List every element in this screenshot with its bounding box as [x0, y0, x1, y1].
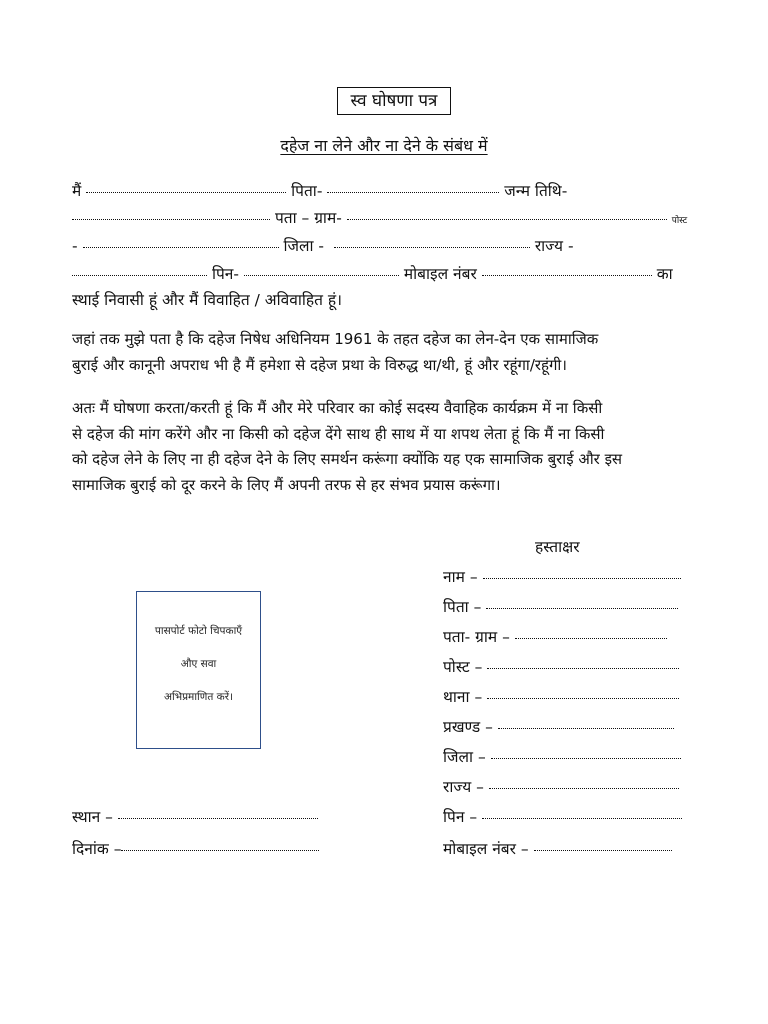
sig-address-row: [443, 624, 667, 650]
paragraph-2: [72, 396, 722, 498]
mobile-blank[interactable]: [482, 274, 652, 276]
paragraph-1-line: बुराई और कानूनी अपराध भी है मैं हमेशा से दहेज प्रथा के विरुद्ध था/थी, हूं और रहूंगा/रहूंगी।: [72, 355, 567, 374]
post-blank[interactable]: [83, 246, 279, 248]
sig-state-row: [443, 774, 679, 800]
sig-name-row: [443, 564, 681, 590]
sig-mobile-label: मोबाइल नंबर –: [443, 840, 529, 858]
dob-label: जन्म तिथि-: [504, 182, 568, 200]
sig-pin-label: पिन –: [443, 808, 478, 826]
me-label: मैं: [72, 182, 82, 200]
photo-box-text: अभिप्रमाणित करें।: [163, 691, 234, 703]
declarant-line-3: [72, 233, 722, 259]
signature-heading: हस्ताक्षर: [535, 538, 580, 556]
name-blank[interactable]: [86, 191, 286, 193]
sig-police-station-label: थाना –: [443, 688, 483, 706]
document-subtitle: दहेज ना लेने और ना देने के संबंध में: [280, 136, 488, 155]
sig-father-row: [443, 594, 678, 620]
photo-box-text: औए सवा: [180, 658, 217, 670]
sig-post-blank[interactable]: [487, 667, 679, 669]
sig-post-label: पोस्ट –: [443, 658, 483, 676]
sig-address-blank[interactable]: [515, 637, 667, 639]
post-label: पोस्ट: [671, 216, 688, 226]
sig-name-label: नाम –: [443, 568, 478, 586]
of-label: का: [656, 265, 673, 283]
paragraph-2-line: अतः मैं घोषणा करता/करती हूं कि मैं और मेरे परिवार का कोई सदस्य वैवाहिक कार्यक्रम में ना किसी: [72, 399, 603, 417]
sig-district-row: [443, 744, 681, 770]
sig-pin-blank[interactable]: [482, 817, 682, 819]
sig-mobile-blank[interactable]: [534, 849, 672, 851]
date-label: दिनांक –: [72, 840, 122, 858]
district-label: जिला -: [283, 237, 325, 255]
state-label: राज्य -: [534, 237, 574, 255]
father-label: पिता-: [291, 182, 323, 200]
paragraph-2-line: सामाजिक बुराई को दूर करने के लिए मैं अपनी तरफ से हर संभव प्रयास करूंगा।: [72, 475, 501, 494]
declarant-line-1: [72, 178, 722, 204]
village-blank[interactable]: [347, 218, 667, 220]
paragraph-2-line: से दहेज की मांग करेंगे और ना किसी को दहेज देंगे साथ ही साथ में या शपथ लेता हूं कि मैं ना किसी: [72, 424, 605, 443]
mobile-label: मोबाइल नंबर: [403, 265, 477, 283]
sig-address-label: पता- ग्राम –: [443, 628, 510, 646]
place-label: स्थान –: [72, 808, 113, 826]
photo-box-text: पासपोर्ट फोटो चिपकाएँ: [154, 625, 243, 637]
passport-photo-box[interactable]: [136, 591, 261, 749]
resident-line: स्थाई निवासी हूं और मैं विवाहित / अविवाहित हूं।: [72, 291, 342, 309]
date-row: [72, 836, 319, 862]
sig-post-row: [443, 654, 679, 680]
pin-blank[interactable]: [244, 274, 399, 276]
date-blank[interactable]: [121, 849, 319, 851]
sig-name-blank[interactable]: [483, 577, 681, 579]
sig-father-blank[interactable]: [486, 607, 678, 609]
document-title: स्व घोषणा पत्र: [337, 87, 451, 115]
district-blank[interactable]: [334, 246, 530, 248]
sig-block-row: [443, 714, 674, 740]
place-blank[interactable]: [118, 817, 318, 819]
paragraph-1: [72, 327, 722, 378]
sig-district-blank[interactable]: [491, 757, 681, 759]
dob-blank[interactable]: [72, 218, 270, 220]
declarant-line-4: [72, 261, 722, 287]
dash-label: -: [72, 237, 78, 255]
sig-state-label: राज्य –: [443, 778, 484, 796]
pin-label: पिन-: [211, 265, 239, 283]
sig-pin-row: [443, 804, 682, 830]
sig-mobile-row: [443, 836, 672, 862]
sig-block-blank[interactable]: [498, 727, 674, 729]
place-row: [72, 804, 318, 830]
address-label: पता – ग्राम-: [274, 209, 342, 227]
sig-state-blank[interactable]: [489, 787, 679, 789]
sig-father-label: पिता –: [443, 598, 482, 616]
declarant-line-2: [72, 205, 722, 234]
sig-block-label: प्रखण्ड –: [443, 718, 493, 736]
sig-police-station-blank[interactable]: [487, 697, 679, 699]
sig-district-label: जिला –: [443, 748, 486, 766]
father-blank[interactable]: [327, 191, 499, 193]
paragraph-2-line: को दहेज लेने के लिए ना ही दहेज देने के लिए समर्थन करूंगा क्योंकि यह एक सामाजिक बुराई और इस: [72, 450, 623, 468]
paragraph-1-line: जहां तक मुझे पता है कि दहेज निषेध अधिनियम 1961 के तहत दहेज का लेन-देन एक सामाजिक: [72, 330, 599, 348]
sig-police-station-row: [443, 684, 679, 710]
state-blank[interactable]: [72, 274, 207, 276]
